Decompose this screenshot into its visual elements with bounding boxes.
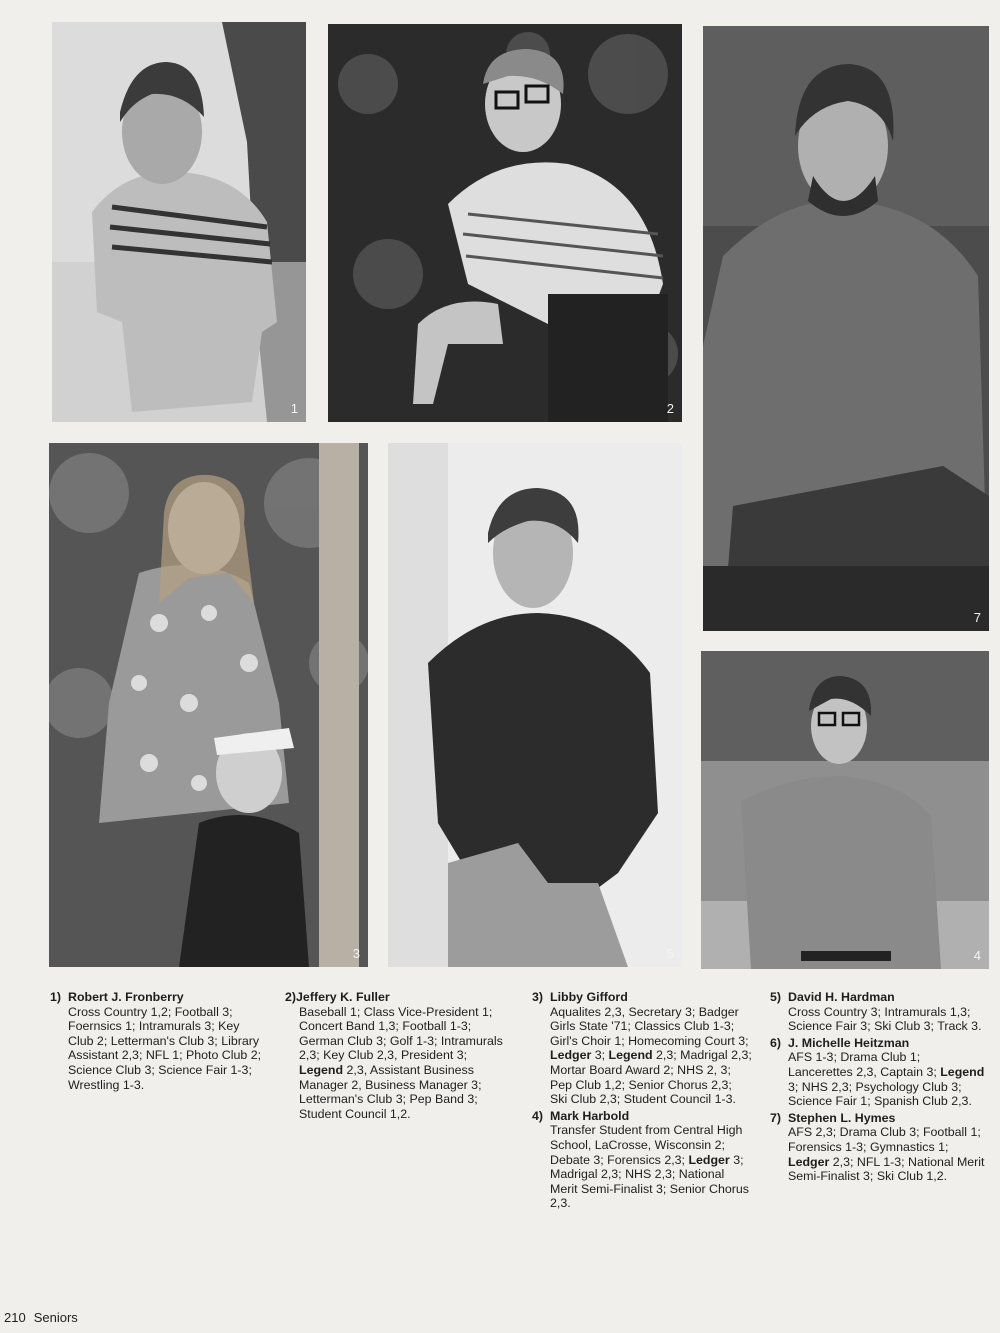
activity-text: Aqualites 2,3, Secretary 3; Badger Girls State '71; Classics Club 1-3; Girl's Choir 1; Homecoming Court 3; xyxy=(550,1004,749,1048)
bio-column-4 xyxy=(770,990,988,1186)
activity-text: Cross Country 3; Intramurals 1,3; Science Fair 3; Ski Club 3; Track 3. xyxy=(788,1004,982,1034)
bio-number: 4) xyxy=(532,1108,544,1123)
activity-text: 2,3; Madrigal 2,3; Mortar Board Award 2; NHS 2, 3; Pep Club 1,2; Senior Chorus 2,3; Ski Club 2,3; Student Council 1-3. xyxy=(550,1048,752,1107)
photo-3-image xyxy=(49,443,368,967)
bio-name-text: Stephen L. Hymes xyxy=(788,1110,896,1125)
bio-name-text: Robert J. Fronberry xyxy=(68,990,184,1004)
bio-name xyxy=(532,990,752,1005)
photo-number: 3 xyxy=(352,946,360,961)
publication-name: Legend xyxy=(299,1062,344,1077)
activity-text: Baseball 1; Class Vice-President 1; Concert Band 1,3; Football 1-3; German Club 3; Golf 1-3; Intramurals 2,3; Key Club 2,3, President 3; xyxy=(299,1004,503,1063)
bio-name xyxy=(770,1036,988,1051)
bio-name xyxy=(50,990,268,1005)
bio-entry xyxy=(285,990,507,1121)
activity-text: 3; NHS 2,3; Psychology Club 3; Science Fair 1; Spanish Club 2,3. xyxy=(788,1079,972,1109)
bio-column-3 xyxy=(532,990,752,1213)
bio-number: 7) xyxy=(770,1110,782,1125)
bio-number: 6) xyxy=(770,1035,782,1050)
bio-activities xyxy=(770,1005,988,1034)
bio-entry xyxy=(532,1109,752,1211)
activity-text: Cross Country 1,2; Football 3; Foernsics 1; Intramurals 3; Key Club 2; Letterman's Club 3; Library Assistant 2,3; NFL 1; Photo Club 2; Science Club 3; Science Fair 1-3; Wrestling 1-3. xyxy=(68,1004,262,1092)
bio-entry xyxy=(532,990,752,1107)
photo-7-image xyxy=(703,26,989,631)
publication-name: Legend xyxy=(940,1064,985,1079)
activity-text: 3; Madrigal 2,3; NHS 2,3; National Merit Semi-Finalist 3; Senior Chorus 2,3. xyxy=(550,1152,750,1211)
bio-activities xyxy=(50,1005,268,1093)
photo-5-image xyxy=(388,443,682,967)
photo-4 xyxy=(701,651,989,969)
photo-number: 5 xyxy=(666,946,674,961)
photo-number: 4 xyxy=(973,948,981,963)
photo-1 xyxy=(52,22,306,422)
bio-entry xyxy=(770,990,988,1034)
bio-entry xyxy=(770,1111,988,1184)
photo-2 xyxy=(328,24,682,422)
activity-text: 2,3, Assistant Business Manager 2, Business Manager 3; Letterman's Club 3; Pep Band 3; Student Council 1,2. xyxy=(299,1062,482,1121)
page-number: 210 xyxy=(4,1310,26,1325)
photo-2-image xyxy=(328,24,682,422)
bio-name-text: J. Michelle Heitzman xyxy=(788,1035,910,1050)
bio-number: 3) xyxy=(532,990,544,1004)
activity-text: Transfer Student from Central High School, LaCrosse, Wisconsin 2; Debate 3; Forensics 2,3; xyxy=(550,1123,743,1167)
bio-activities xyxy=(770,1050,988,1108)
bio-number: 2) xyxy=(285,990,297,1004)
bio-name xyxy=(532,1109,752,1124)
bio-name-text: David H. Hardman xyxy=(788,990,895,1004)
photo-number: 7 xyxy=(973,610,981,625)
publication-name: Legend xyxy=(608,1048,653,1063)
photo-7 xyxy=(703,26,989,631)
bio-name-text: Mark Harbold xyxy=(550,1108,630,1123)
bio-name xyxy=(285,990,507,1005)
photo-5 xyxy=(388,443,682,967)
bio-number: 5) xyxy=(770,990,782,1004)
photo-number: 2 xyxy=(666,401,674,416)
publication-name: Ledger xyxy=(788,1154,830,1169)
bio-name xyxy=(770,1111,988,1126)
bio-column-1 xyxy=(50,990,268,1094)
bio-activities xyxy=(532,1005,752,1107)
publication-name: Ledger xyxy=(550,1048,592,1063)
photo-number: 1 xyxy=(290,401,298,416)
bio-number: 1) xyxy=(50,990,62,1004)
page-footer xyxy=(4,1310,86,1325)
bio-column-2 xyxy=(285,990,507,1123)
bio-name-text: Libby Gifford xyxy=(550,990,628,1004)
bio-activities xyxy=(285,1005,507,1122)
bio-name xyxy=(770,990,988,1005)
activity-text: AFS 2,3; Drama Club 3; Football 1; Forensics 1-3; Gymnastics 1; xyxy=(788,1125,981,1154)
bio-activities xyxy=(770,1125,988,1183)
photo-3 xyxy=(49,443,368,967)
photo-4-image xyxy=(701,651,989,969)
bio-entry xyxy=(770,1036,988,1109)
bio-activities xyxy=(532,1123,752,1211)
publication-name: Ledger xyxy=(688,1152,730,1167)
activity-text: 2,3; NFL 1-3; National Merit Semi-Finalist 3; Ski Club 1,2. xyxy=(788,1154,985,1184)
bio-entry xyxy=(50,990,268,1092)
activity-text: 3; xyxy=(591,1048,609,1063)
bio-name-text: Jeffery K. Fuller xyxy=(296,990,390,1004)
photo-1-image xyxy=(52,22,306,422)
activity-text: AFS 1-3; Drama Club 1; Lancerettes 2,3, Captain 3; xyxy=(788,1050,941,1079)
section-name: Seniors xyxy=(33,1310,78,1325)
